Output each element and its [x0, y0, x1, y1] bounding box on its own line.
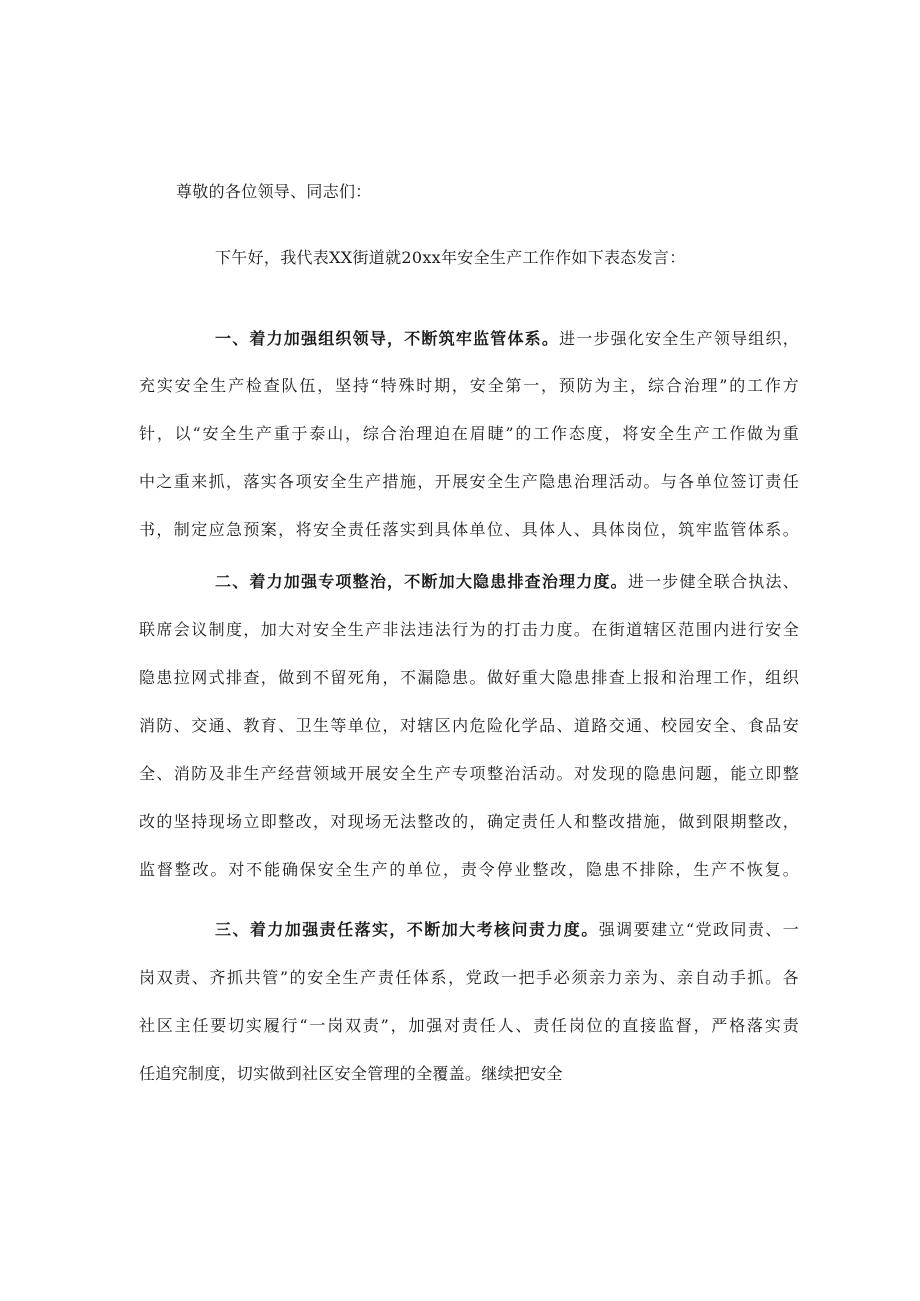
greeting: 下午好，我代表XX街道就20xx年安全生产工作作如下表态发言：: [215, 248, 686, 267]
section-1-heading: 一、着力加强组织领导，不断筑牢监管体系。: [215, 329, 560, 348]
section-2-line-3: 消防、交通、教育、卫生等单位，对辖区内危险化学品、道路交通、校园安全、食品安: [139, 716, 799, 735]
section-1-line-4: 书，制定应急预案，将安全责任落实到具体单位、具体人、具体岗位，筑牢监管体系。: [139, 520, 799, 539]
section-3-heading: 三、着力加强责任落实，不断加大考核问责力度。: [215, 920, 599, 939]
section-3-line-2: 社区主任要切实履行“一岗双责”，加强对责任人、责任岗位的直接监督，严格落实责: [139, 1016, 799, 1035]
section-3-line-1: 岗双责、齐抓共管”的安全生产责任体系，党政一把手必须亲力亲为、亲自动手抓。各: [139, 968, 799, 987]
section-2-line-2: 隐患拉网式排查，做到不留死角，不漏隐患。做好重大隐患排查上报和治理工作，组织: [139, 668, 799, 687]
section-1-line-0: 进一步强化安全生产领导组织，: [559, 329, 799, 348]
section-2-line-6: 监督整改。对不能确保安全生产的单位，责令停业整改，隐患不排除，生产不恢复。: [139, 860, 799, 879]
section-2-first-line: [215, 570, 799, 594]
salutation: 尊敬的各位领导、同志们：: [176, 182, 372, 201]
section-1-line-1: 充实安全生产检查队伍，坚持“特殊时期，安全第一，预防为主，综合治理”的工作方: [139, 376, 799, 395]
section-1-line-2: 针，以“安全生产重于泰山，综合治理迫在眉睫”的工作态度，将安全生产工作做为重: [139, 424, 799, 443]
section-2-line-1: 联席会议制度，加大对安全生产非法违法行为的打击力度。在街道辖区范围内进行安全: [139, 620, 799, 639]
section-1-first-line: [215, 327, 799, 351]
section-2-heading: 二、着力加强专项整治，不断加大隐患排查治理力度。: [215, 572, 628, 591]
section-2-line-0: 进一步健全联合执法、: [627, 572, 799, 591]
section-3-first-line: [215, 918, 799, 942]
section-3-line-0: 强调要建立“党政同责、一: [598, 920, 800, 939]
section-3-line-3: 任追究制度，切实做到社区安全管理的全覆盖。继续把安全: [139, 1064, 563, 1083]
section-1-line-3: 中之重来抓，落实各项安全生产措施，开展安全生产隐患治理活动。与各单位签订责任: [139, 472, 799, 491]
section-2-line-5: 改的坚持现场立即整改，对现场无法整改的，确定责任人和整改措施，做到限期整改，: [139, 812, 799, 831]
section-2-line-4: 全、消防及非生产经营领域开展安全生产专项整治活动。对发现的隐患问题，能立即整: [139, 764, 799, 783]
